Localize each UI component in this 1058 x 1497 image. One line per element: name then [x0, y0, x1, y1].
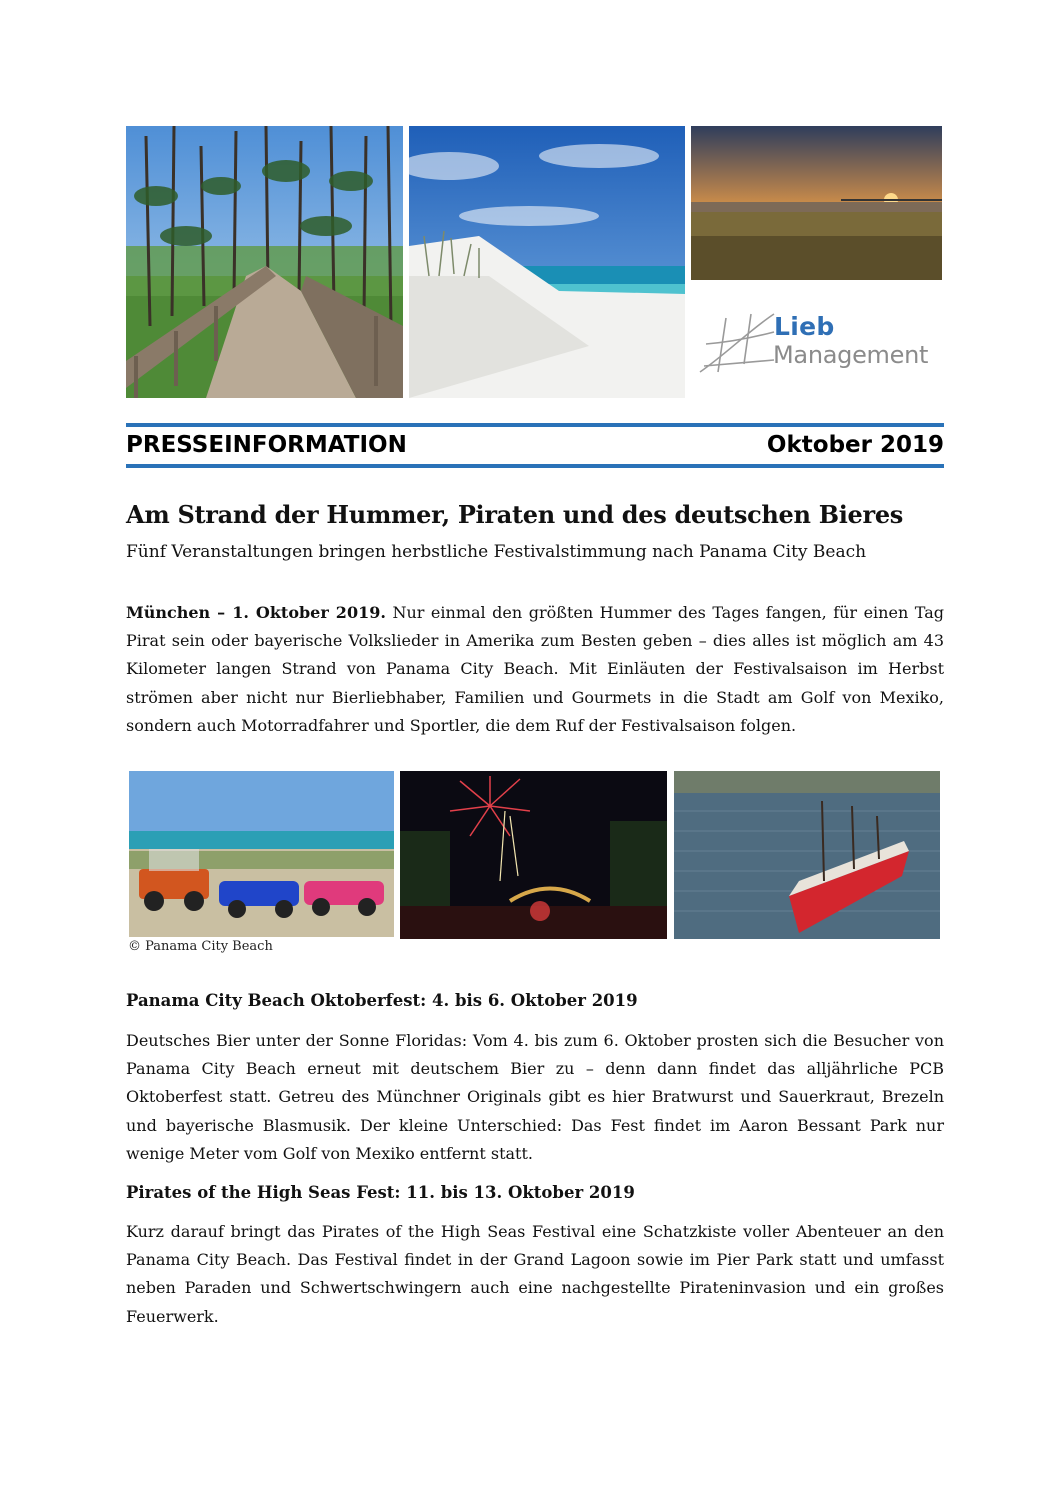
photo-white-beach [409, 126, 685, 398]
press-label: PRESSEINFORMATION [126, 432, 407, 458]
section-title-pirates: Pirates of the High Seas Fest: 11. bis 13. Oktober 2019 [126, 1183, 635, 1202]
photo-caption: © Panama City Beach [128, 939, 273, 954]
photo-fireworks-festival [400, 771, 667, 939]
header-rule-bottom [126, 464, 944, 468]
section-body-oktoberfest: Deutsches Bier unter der Sonne Floridas: Vom 4. bis zum 6. Oktober prosten sich die Besucher von Panama City Beach erneut mit deutschem Bier zu – denn dann findet das alljährliche PCB Oktoberfest statt. Getreu des Münchner Originals gibt es hier Bratwurst und Sauerkraut, Brezeln und bayerische Blasmusik. Der kleine Unterschied: Das Fest findet im Aaron Bessant Park nur wenige Meter vom Golf von Mexiko entfernt statt. [126, 1031, 944, 1163]
article-subheadline: Fünf Veranstaltungen bringen herbstliche Festivalstimmung nach Panama City Beach [126, 542, 867, 562]
section-body-pirates: Kurz darauf bringt das Pirates of the High Seas Festival eine Schatzkiste voller Abenteuer an den Panama City Beach. Das Festival findet in der Grand Lagoon sowie im Pier Park statt und umfasst neben Paraden und Schwertschwingern auch eine nachgestellte Pirateninvasion und ein großes Feuerwerk. [126, 1222, 944, 1326]
press-date: Oktober 2019 [766, 432, 944, 458]
photo-sunset-pier [691, 126, 942, 280]
intro-text: Nur einmal den größten Hummer des Tages fangen, für einen Tag Pirat sein oder bayerische Volkslieder in Amerika zum Besten geben – dies alles ist möglich am 43 Kilometer langen Strand von Panama City Beach. Mit Einläuten der Festivalsaison im Herbst strömen aber nicht nur Bierliebhaber, Familien und Gourmets in die Stadt am Golf von Mexiko, sondern auch Motorradfahrer und Sportler, die dem Ruf der Festivalsaison folgen. [126, 603, 944, 735]
lieb-management-logo [696, 296, 942, 396]
intro-lead: München – 1. Oktober 2019. [126, 603, 386, 622]
photo-cars-on-beach [129, 771, 394, 937]
press-header [126, 432, 944, 460]
logo-word-management: Management [773, 341, 929, 369]
article-headline: Am Strand der Hummer, Piraten und des deutschen Bieres [126, 500, 904, 529]
intro-paragraph [126, 599, 944, 740]
header-rule-top [126, 423, 944, 427]
photo-pirate-ship [674, 771, 940, 939]
section-title-oktoberfest: Panama City Beach Oktoberfest: 4. bis 6. Oktober 2019 [126, 991, 638, 1010]
logo-word-lieb: Lieb [774, 312, 835, 341]
photo-boardwalk-forest [126, 126, 403, 398]
